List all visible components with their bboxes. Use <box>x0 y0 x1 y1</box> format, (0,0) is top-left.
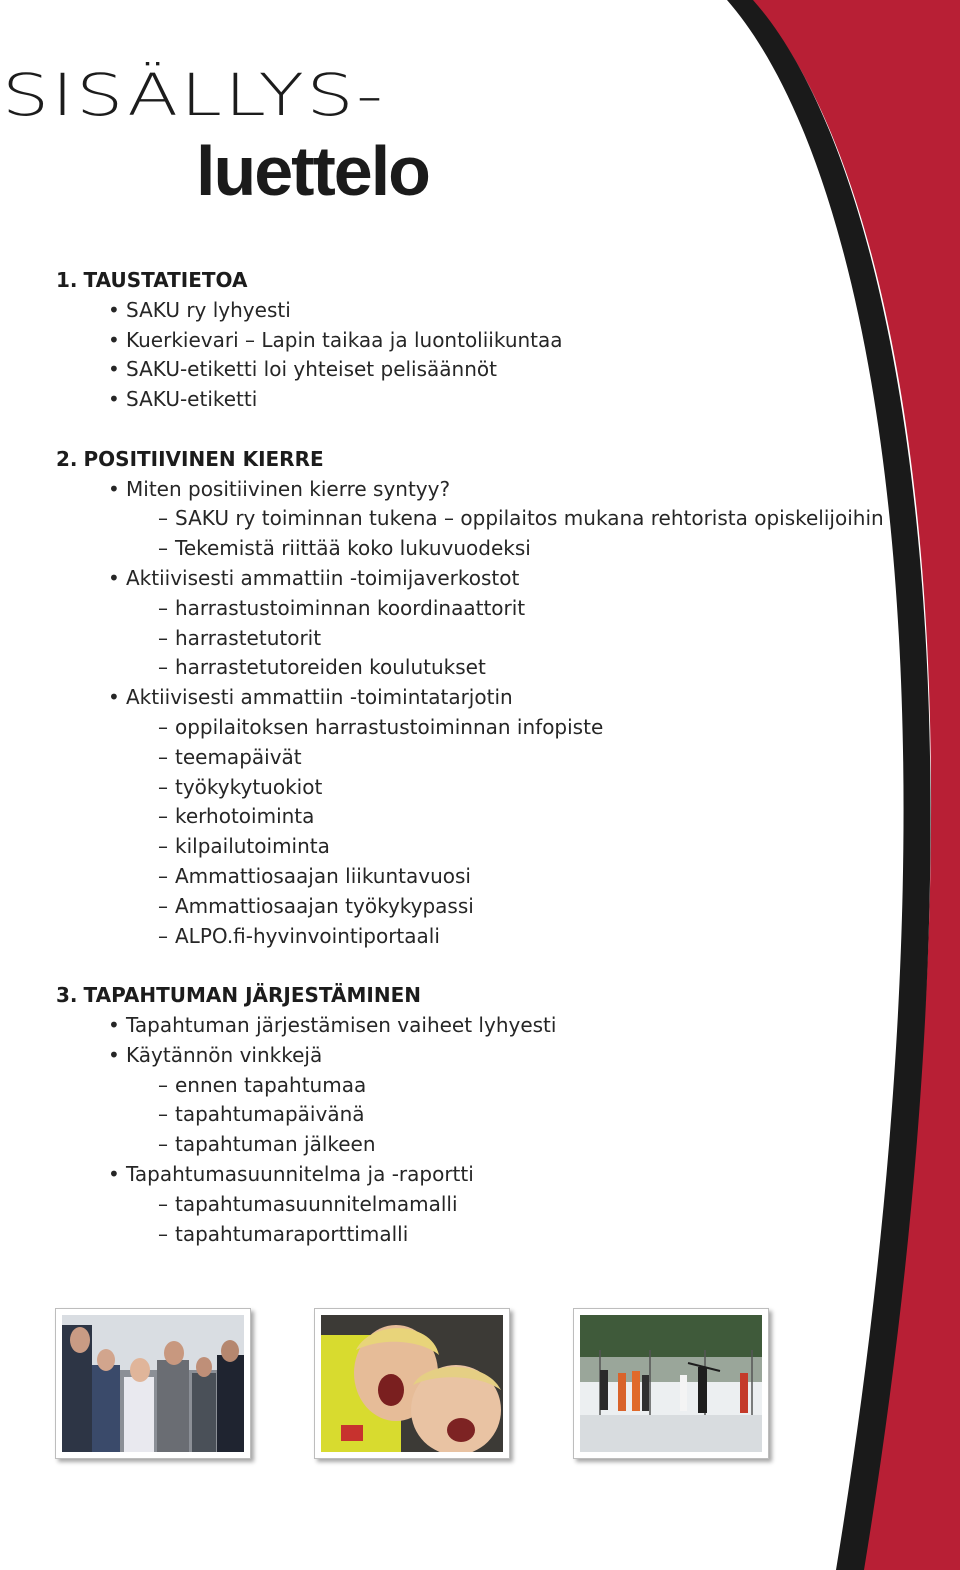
dash-icon: – <box>158 1191 168 1216</box>
toc-subitem[interactable] <box>158 834 330 858</box>
toc-item[interactable] <box>108 1162 474 1186</box>
toc-item-text: Kuerkievari – Lapin taikaa ja luontoliikuntaa <box>126 327 563 352</box>
photo-outdoor-sports-image <box>580 1315 762 1452</box>
bullet-icon: • <box>108 566 120 590</box>
dash-icon: – <box>158 595 168 620</box>
photo-crowd <box>55 1308 251 1459</box>
dash-icon: – <box>158 625 168 650</box>
toc-subitem[interactable] <box>158 506 884 530</box>
dash-icon: – <box>158 923 168 948</box>
toc-subitem-text: tapahtumaraporttimalli <box>175 1221 409 1246</box>
toc-subitem[interactable] <box>158 1192 458 1216</box>
toc-subitem[interactable] <box>158 864 471 888</box>
toc-item-text: Tapahtumasuunnitelma ja -raportti <box>126 1162 474 1186</box>
dash-icon: – <box>158 744 168 769</box>
bullet-icon: • <box>108 1013 120 1037</box>
toc-subitem-text: kerhotoiminta <box>175 804 315 829</box>
toc-section-title: TAPAHTUMAN JÄRJESTÄMINEN <box>83 983 421 1008</box>
dash-icon: – <box>158 774 168 799</box>
toc-subitem-text: Tekemistä riittää koko lukuvuodeksi <box>175 536 531 561</box>
toc-section-number: 3. <box>56 983 78 1008</box>
dash-icon: – <box>158 834 168 859</box>
toc-subitem-text: ALPO.fi-hyvinvointiportaali <box>175 923 440 948</box>
toc-subitem[interactable] <box>158 596 525 620</box>
bullet-icon: • <box>108 297 120 322</box>
toc-subitem[interactable] <box>158 1222 408 1246</box>
dash-icon: – <box>158 893 168 918</box>
toc-item[interactable] <box>108 328 563 352</box>
toc-subitem[interactable] <box>158 655 486 679</box>
bullet-icon: • <box>108 1042 120 1067</box>
bullet-icon: • <box>108 387 120 412</box>
toc-subitem-text: Ammattiosaajan liikuntavuosi <box>175 864 471 888</box>
dash-icon: – <box>158 715 168 739</box>
toc-subitem-text: harrastustoiminnan koordinaattorit <box>175 595 526 620</box>
photo-crowd-image <box>62 1315 244 1452</box>
toc-subitem[interactable] <box>158 804 314 828</box>
dash-icon: – <box>158 1072 168 1097</box>
photo-laughing-image <box>321 1315 503 1452</box>
toc-section-number: 1. <box>56 268 78 292</box>
toc-subitem-text: tapahtuman jälkeen <box>175 1132 376 1157</box>
toc-item[interactable] <box>108 298 291 322</box>
dash-icon: – <box>158 1221 168 1246</box>
bullet-icon: • <box>108 1162 120 1186</box>
toc-subitem[interactable] <box>158 1132 376 1156</box>
toc-subitem-text: teemapäivät <box>175 744 302 769</box>
toc-subitem-text: työkykytuokiot <box>175 774 323 799</box>
toc-item-text: SAKU ry lyhyesti <box>126 297 291 322</box>
toc-section-number: 2. <box>56 446 78 471</box>
page-title-line1: SISÄLLYS- <box>2 61 386 129</box>
toc-subitem-text: SAKU ry toiminnan tukena – oppilaitos mukana rehtorista opiskelijoihin <box>175 506 884 531</box>
toc-item-text: Käytännön vinkkejä <box>126 1042 323 1067</box>
dash-icon: – <box>158 536 168 561</box>
dash-icon: – <box>158 506 168 531</box>
photo-laughing <box>314 1308 510 1459</box>
toc-subitem[interactable] <box>158 775 322 799</box>
toc-item[interactable] <box>108 477 450 501</box>
toc-item[interactable] <box>108 387 257 411</box>
toc-item[interactable] <box>108 566 519 590</box>
toc-subitem-text: kilpailutoiminta <box>175 834 330 859</box>
bullet-icon: • <box>108 357 120 382</box>
toc-subitem-text: Ammattiosaajan työkykypassi <box>175 893 474 918</box>
toc-subitem-text: harrastetutorit <box>175 625 322 650</box>
toc-subitem-text: tapahtumasuunnitelmamalli <box>175 1191 458 1216</box>
toc-subitem[interactable] <box>158 536 531 560</box>
dash-icon: – <box>158 804 168 829</box>
toc-item[interactable] <box>108 1013 556 1037</box>
toc-subitem[interactable] <box>158 894 474 918</box>
bullet-icon: • <box>108 476 120 501</box>
toc-section-title: POSITIIVINEN KIERRE <box>83 446 324 471</box>
toc-section-title: TAUSTATIETOA <box>83 268 248 292</box>
toc-subitem[interactable] <box>158 1073 366 1097</box>
toc-section-heading[interactable] <box>56 447 324 471</box>
photo-outdoor-sports <box>573 1308 769 1459</box>
toc-item-text: Aktiivisesti ammattiin -toimintatarjotin <box>126 685 513 710</box>
toc-subitem[interactable] <box>158 1102 365 1126</box>
toc-item-text: Aktiivisesti ammattiin -toimijaverkostot <box>126 566 520 590</box>
toc-item[interactable] <box>108 685 513 709</box>
toc-subitem[interactable] <box>158 715 603 739</box>
toc-subitem-text: harrastetutoreiden koulutukset <box>175 655 486 680</box>
toc-item-text: Tapahtuman järjestämisen vaiheet lyhyesti <box>126 1013 557 1037</box>
toc-item-text: SAKU-etiketti <box>126 387 258 412</box>
toc-subitem-text: oppilaitoksen harrastustoiminnan infopiste <box>175 715 604 739</box>
toc-item-text: SAKU-etiketti loi yhteiset pelisäännöt <box>126 357 497 382</box>
dash-icon: – <box>158 1102 168 1127</box>
toc-subitem[interactable] <box>158 626 321 650</box>
toc-item[interactable] <box>108 357 497 381</box>
toc-subitem-text: ennen tapahtumaa <box>175 1072 367 1097</box>
toc-item-text: Miten positiivinen kierre syntyy? <box>126 476 451 501</box>
toc-subitem[interactable] <box>158 924 440 948</box>
toc-section-heading[interactable] <box>56 983 421 1007</box>
dash-icon: – <box>158 864 168 888</box>
bullet-icon: • <box>108 685 120 710</box>
toc-subitem-text: tapahtumapäivänä <box>175 1102 365 1127</box>
bullet-icon: • <box>108 327 120 352</box>
toc-subitem[interactable] <box>158 745 302 769</box>
page-title-line2: luettelo <box>196 132 429 210</box>
toc-item[interactable] <box>108 1043 322 1067</box>
toc-section-heading[interactable] <box>56 268 247 292</box>
dash-icon: – <box>158 655 168 680</box>
dash-icon: – <box>158 1132 168 1157</box>
